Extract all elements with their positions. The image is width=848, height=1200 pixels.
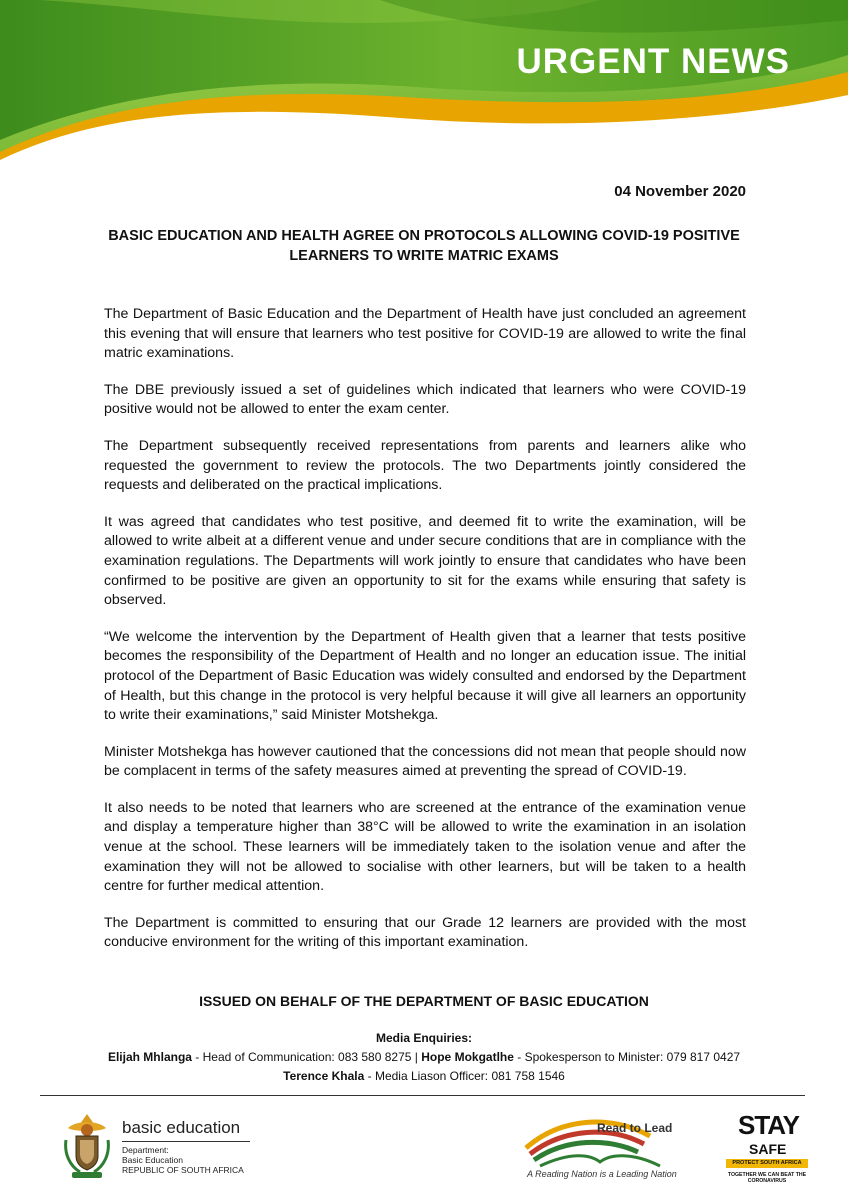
issued-by: ISSUED ON BEHALF OF THE DEPARTMENT OF BASIC EDUCATION — [199, 993, 649, 1009]
contact-role: - Spokesperson to Minister: 079 817 0427 — [513, 1050, 741, 1064]
together-text: TOGETHER WE CAN BEAT THE CORONAVIRUS — [727, 1172, 807, 1184]
paragraph: It also needs to be noted that learners who are screened at the entrance of the examination venue and display a temperature higher than 38°C will be allowed to write the examination in an isolation venue at the school. These learners will be immediately taken to the isolation venue and after the examination they will not be allowed to socialise with other learners, but will be taken to a health centre for further medical attention. — [104, 799, 746, 895]
press-date: 04 November 2020 — [614, 183, 746, 200]
dept-rule — [122, 1141, 250, 1142]
contact-name: Elijah Mhlanga — [107, 1050, 192, 1064]
stay-word: STAY — [738, 1110, 800, 1140]
read-to-lead-tagline: A Reading Nation is a Leading Nation — [527, 1169, 677, 1179]
dept-name: basic education — [122, 1118, 241, 1137]
paragraph: The Department subsequently received representations from parents and learners alike who requested the government to review the protocols. The two Departments jointly considered the requests and deliberated on the practical implications. — [104, 437, 746, 494]
dept-line: Basic Education — [122, 1155, 183, 1165]
read-to-lead-title: Read to Lead — [597, 1121, 673, 1135]
paragraph: It was agreed that candidates who test positive, and deemed fit to write the examination, will be allowed to write albeit at a different venue and under secure conditions that are in compliance with the examination regulations. The Departments will work jointly to ensure that candidates who have been confirmed to be positive are given an opportunity to sit for the exams while ensuring that safety is observed. — [104, 513, 746, 609]
safe-word: SAFE — [749, 1141, 787, 1157]
contact-role: - Head of Communication: 083 580 8275 | — [191, 1050, 422, 1064]
paragraph: The Department is committed to ensuring that our Grade 12 learners are provided with the most conducive environment for the writing of this important examination. — [104, 914, 746, 951]
press-body — [104, 305, 746, 970]
paragraph: “We welcome the intervention by the Department of Health given that a learner that tests positive becomes the responsibility of the Department of Health and no longer an education issue. The initial protocol of the Department of Basic Education was widely consulted and endorsed by the Department of Health, but this change in the protocol is very helpful because it will give all learners an opportunity to write their examinations,” said Minister Motshekga. — [104, 628, 746, 724]
press-headline: BASIC EDUCATION AND HEALTH AGREE ON PROTOCOLS ALLOWING COVID-19 POSITIVE LEARNERS TO WRITE MATRIC EXAMS — [108, 228, 740, 264]
paragraph: Minister Motshekga has however cautioned that the concessions did not mean that people should now be complacent in terms of the safety measures aimed at preventing the spread of COVID-19. — [104, 743, 746, 780]
paragraph: The DBE previously issued a set of guidelines which indicated that learners who were COVID-19 positive would not be allowed to enter the exam center. — [104, 381, 746, 418]
protect-band: PROTECT SOUTH AFRICA — [726, 1159, 808, 1168]
media-contacts-line — [0, 1067, 848, 1086]
contact-name: Terence Khala — [283, 1069, 365, 1083]
contact-name: Hope Mokgatlhe — [421, 1050, 514, 1064]
media-enquiries — [0, 1029, 848, 1086]
media-contacts-line — [0, 1048, 848, 1067]
media-heading: Media Enquiries: — [375, 1031, 473, 1045]
dept-country: REPUBLIC OF SOUTH AFRICA — [122, 1165, 244, 1175]
paragraph: The Department of Basic Education and the Department of Health have just concluded an agreement this evening that will ensure that learners who test positive for COVID-19 are allowed to write the final matric examinations. — [104, 306, 746, 362]
contact-role: - Media Liason Officer: 081 758 1546 — [364, 1069, 565, 1083]
banner-title: URGENT NEWS — [516, 42, 790, 81]
coat-of-arms-icon — [58, 1110, 116, 1182]
footer-divider — [40, 1095, 805, 1096]
dept-line: Department: — [122, 1145, 169, 1155]
department-logo-text — [122, 1118, 250, 1175]
